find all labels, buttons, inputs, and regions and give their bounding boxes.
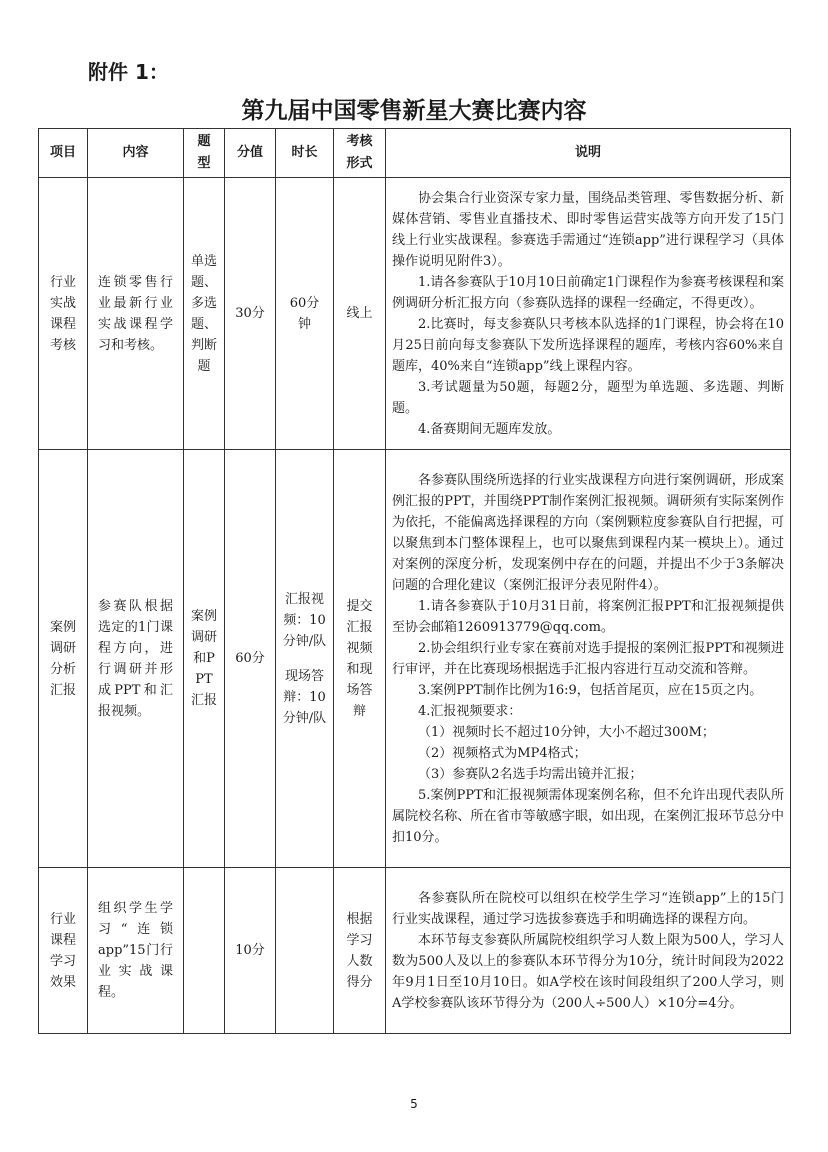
row1-desc-item-1: 1.请各参赛队于10月10日前确定1门课程作为参赛考核课程和案例调研分析汇报方向（参赛队选择的课程一经确定，不得更改）。 — [392, 274, 784, 311]
row2-content: 参赛队根据选定的1门课程方向，进行调研并形成PPT和汇报视频。 — [88, 450, 184, 868]
row2-desc-sub-1: （1）视频时长不超过10分钟，大小不超过300M； — [418, 724, 715, 740]
row1-type: 单选题、多选题、判断题 — [184, 178, 225, 450]
row2-desc-item-5: 5.案例PPT和汇报视频需体现案例名称，但不允许出现代表队所属院校名称、所在省市等敏感字眼，如出现，在案例汇报环节总分中扣10分。 — [392, 787, 784, 845]
row1-project: 行业实战课程考核 — [39, 178, 88, 450]
header-score: 分值 — [225, 129, 276, 178]
header-form: 考核形式 — [334, 129, 386, 178]
header-description: 说明 — [386, 129, 791, 178]
row2-desc-intro: 各参赛队围绕所选择的行业实战课程方向进行案例调研，形成案例汇报的PPT，并围绕PPT制作案例汇报视频。调研须有实际案例作为依托，不能偏离选择课程的方向（案例颗粒度参赛队自行把握，可以聚焦到本门整体课程上，也可以聚焦到课程内某一模块上）。通过对案例的深度分析，发现案例中存在的问题，并提出不少于3条解决问题的合理化建议（案例汇报评分表见附件4）。 — [392, 472, 784, 593]
row3-content: 组织学生学习“连锁app”15门行业实战课程。 — [88, 868, 184, 1034]
row3-form: 根据学习人数得分 — [334, 868, 386, 1034]
row1-duration: 60分钟 — [276, 178, 334, 450]
header-duration: 时长 — [276, 129, 334, 178]
row3-score: 10分 — [225, 868, 276, 1034]
row2-desc-sub-3: （3）参赛队2名选手均需出镜并汇报； — [418, 766, 643, 782]
row1-desc-item-4: 4.备赛期间无题库发放。 — [418, 421, 561, 437]
header-content: 内容 — [88, 129, 184, 178]
row2-duration-defense: 现场答辩：10分钟/队 — [282, 668, 327, 726]
attachment-label: 附件 1： — [88, 60, 169, 84]
row1-score: 30分 — [225, 178, 276, 450]
row3-project: 行业课程学习效果 — [39, 868, 88, 1034]
row3-desc-rule: 本环节每支参赛队所属院校组织学习人数上限为500人，学习人数为500人及以上的参赛队本环节得分为10分，统计时间段为2022年9月1日至10月10日。如A学校在该时间段组织了200人学习，则A学校参赛队该环节得分为（200人÷500人）×10分=4分。 — [392, 932, 784, 1011]
table-header-row — [39, 129, 791, 178]
row2-description — [386, 450, 791, 868]
row3-duration — [276, 868, 334, 1034]
page-title: 第九届中国零售新星大赛比赛内容 — [241, 98, 587, 124]
row1-content: 连锁零售行业最新行业实战课程学习和考核。 — [88, 178, 184, 450]
row1-desc-item-3: 3.考试题量为50题，每题2分，题型为单选题、多选题、判断题。 — [392, 379, 784, 416]
row1-desc-item-2: 2.比赛时，每支参赛队只考核本队选择的1门课程，协会将在10月25日前向每支参赛队下发所选择课程的题库，考核内容60%来自题库，40%来自“连锁app”线上课程内容。 — [392, 316, 784, 374]
row2-duration-video: 汇报视频：10分钟/队 — [282, 591, 327, 649]
header-project: 项目 — [39, 129, 88, 178]
row2-duration — [276, 450, 334, 868]
row2-project: 案例调研分析汇报 — [39, 450, 88, 868]
row2-desc-item-4: 4.汇报视频要求： — [418, 703, 522, 719]
page-number: 5 — [410, 1097, 418, 1111]
row2-score: 60分 — [225, 450, 276, 868]
row2-desc-sub-2: （2）视频格式为MP4格式； — [418, 745, 587, 761]
row3-desc-intro: 各参赛队所在院校可以组织在校学生学习“连锁app”上的15门行业实战课程，通过学习选拔参赛选手和明确选择的课程方向。 — [392, 890, 784, 927]
header-type: 题型 — [184, 129, 225, 178]
table-row — [39, 178, 791, 450]
competition-table — [38, 128, 791, 1034]
row1-desc-intro: 协会集合行业资深专家力量，围绕品类管理、零售数据分析、新媒体营销、零售业直播技术、即时零售运营实战等方向开发了15门线上行业实战课程。参赛选手需通过“连锁app”进行课程学习（具体操作说明见附件3）。 — [392, 190, 784, 269]
row3-description — [386, 868, 791, 1034]
table-row — [39, 450, 791, 868]
row2-desc-item-2: 2.协会组织行业专家在赛前对选手提报的案例汇报PPT和视频进行审评，并在比赛现场根据选手汇报内容进行互动交流和答辩。 — [392, 640, 784, 677]
row2-desc-item-1: 1.请各参赛队于10月31日前，将案例汇报PPT和汇报视频提供至协会邮箱1260913779@qq.com。 — [392, 598, 784, 635]
row2-form: 提交汇报视频和现场答辩 — [334, 450, 386, 868]
row3-type — [184, 868, 225, 1034]
row2-type: 案例调研和PPT汇报 — [184, 450, 225, 868]
row2-desc-item-3: 3.案例PPT制作比例为16:9，包括首尾页，应在15页之内。 — [418, 682, 763, 698]
table-row — [39, 868, 791, 1034]
row1-form: 线上 — [334, 178, 386, 450]
row1-description — [386, 178, 791, 450]
